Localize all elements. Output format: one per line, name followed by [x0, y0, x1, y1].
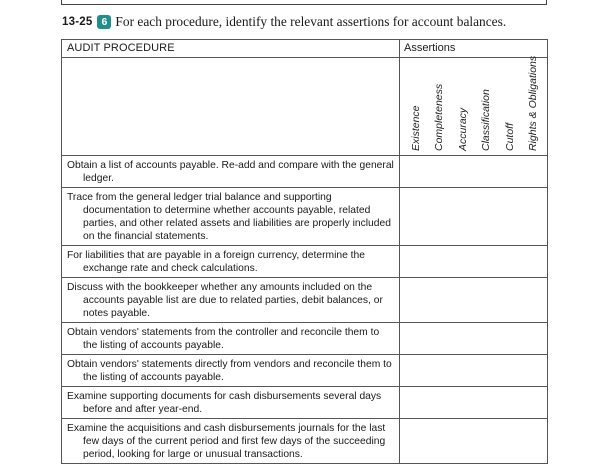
problem-number: 13-25	[62, 16, 93, 28]
procedure-row	[62, 156, 400, 188]
procedure-text: Examine supporting documents for cash disbursements several days before and after year-end.	[67, 391, 382, 415]
problem-header	[62, 13, 582, 31]
procedure-text: Obtain vendors' statements from the controller and reconcile them to the listing of accounts payable.	[67, 327, 380, 351]
audit-procedure-table	[61, 39, 548, 464]
procedure-row	[62, 278, 400, 323]
procedure-row	[62, 355, 400, 387]
assertion-labels	[400, 55, 548, 156]
header-spacer	[62, 58, 400, 156]
assertion-answer-cell[interactable]	[400, 419, 548, 464]
procedure-text: Trace from the general ledger trial balance and supporting documentation to determine whether accounts payable, related parties, and other related assets and liabilities are properly included on the financial statements.	[67, 192, 391, 242]
procedure-text: Discuss with the bookkeeper whether any amounts included on the accounts payable list are due to related parties, debit balances, or notes payable.	[67, 282, 383, 319]
assertion-answer-cell[interactable]	[400, 246, 548, 278]
procedure-row	[62, 188, 400, 246]
procedure-row	[62, 387, 400, 419]
problem-instruction: For each procedure, identify the relevant assertions for account balances.	[115, 14, 507, 29]
assertion-answer-cell[interactable]	[400, 323, 548, 355]
procedure-text: For liabilities that are payable in a foreign currency, determine the exchange rate and check calculations.	[67, 250, 366, 274]
audit-procedure-header: AUDIT PROCEDURE	[62, 40, 400, 58]
assertion-answer-cell[interactable]	[400, 188, 548, 246]
learning-objective-badge: 6	[97, 15, 111, 29]
assertion-answer-cell[interactable]	[400, 355, 548, 387]
procedure-text: Obtain vendors' statements directly from vendors and reconcile them to the listing of accounts payable.	[67, 359, 392, 383]
assertion-existence: Existence	[410, 105, 422, 151]
previous-section-frame	[61, 0, 547, 5]
procedure-row	[62, 323, 400, 355]
procedure-row	[62, 246, 400, 278]
assertion-classification: Classification	[480, 89, 493, 151]
assertion-rights-obligations: Rights & Obligations	[526, 55, 539, 151]
procedure-row	[62, 419, 400, 464]
assertion-accuracy: Accuracy	[456, 107, 469, 151]
procedure-text: Obtain a list of accounts payable. Re-add and compare with the general ledger.	[67, 160, 394, 184]
assertion-answer-cell[interactable]	[400, 278, 548, 323]
assertion-answer-cell[interactable]	[400, 387, 548, 419]
assertion-cutoff: Cutoff	[503, 122, 516, 151]
assertion-answer-cell[interactable]	[400, 156, 548, 188]
procedure-text: Examine the acquisitions and cash disbursements journals for the last few days of the current period and first few days of the succeeding period, looking for large or unusual transactions.	[67, 423, 386, 460]
assertion-completeness: Completeness	[433, 83, 446, 151]
assertions-header: Assertions	[400, 40, 548, 58]
